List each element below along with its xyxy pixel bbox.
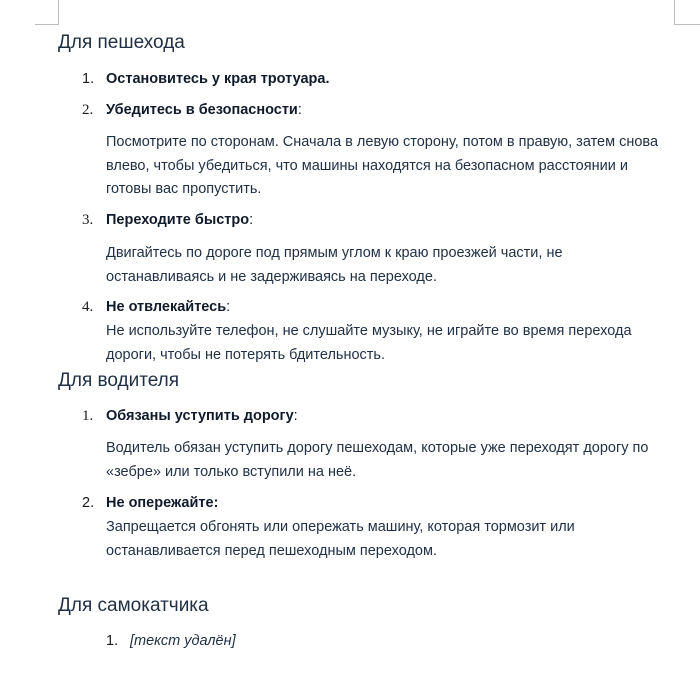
list-item-body: Водитель обязан уступить дорогу пешеходам, которые уже переходят дорогу по «зебре» или только вступили на неё. [106, 440, 649, 480]
item-title-text: Переходите быстро [106, 212, 250, 228]
list-number: 3. [82, 212, 94, 228]
list-number: 1. [106, 633, 119, 649]
list-item-title [106, 102, 302, 118]
item-title-text: Обязаны уступить дорогу [106, 408, 294, 424]
item-title-suffix: : [226, 299, 231, 315]
list-item-body: Не используйте телефон, не слушайте музыку, не играйте во время перехода дороги, чтобы не потерять бдительность. [106, 323, 632, 363]
list-number: 4. [82, 299, 94, 315]
list-item-title [106, 495, 218, 511]
page-corner-mark-top-right [674, 0, 700, 25]
item-title-text: Убедитесь в безопасности [106, 102, 298, 118]
item-title-suffix: : [293, 408, 298, 424]
list-item-text-redacted: [текст удалён] [130, 633, 236, 649]
list-number: 2. [82, 102, 94, 118]
item-title-text: Не отвлекайтесь [106, 299, 227, 315]
section-heading-pedestrian: Для пешехода [58, 32, 185, 53]
page-corner-mark-top-left [35, 0, 59, 25]
list-number: 2. [82, 495, 95, 511]
item-title-text: Остановитесь у края тротуара. [106, 71, 330, 87]
list-item-title [106, 212, 253, 228]
item-title-suffix: : [249, 212, 254, 228]
list-item-body: Посмотрите по сторонам. Сначала в левую сторону, потом в правую, затем снова влево, чтобы убедиться, что машины находятся на безопасном расстоянии и готовы вас пропустить. [106, 134, 659, 197]
section-heading-scooter-rider: Для самокатчика [58, 595, 209, 616]
list-number: 1. [82, 71, 95, 87]
section-heading-driver: Для водителя [58, 370, 180, 391]
list-item-title [106, 71, 330, 87]
list-item-title [106, 408, 298, 424]
list-number: 1. [82, 408, 94, 424]
item-title-text: Не опережайте: [106, 495, 219, 511]
list-item-title [106, 299, 230, 315]
item-title-suffix: : [297, 102, 302, 118]
list-item-body: Запрещается обгонять или опережать машину, которая тормозит или останавливается перед пешеходным переходом. [106, 519, 575, 559]
list-item-body: Двигайтесь по дороге под прямым углом к краю проезжей части, не останавливаясь и не задерживаясь на переходе. [106, 245, 563, 285]
